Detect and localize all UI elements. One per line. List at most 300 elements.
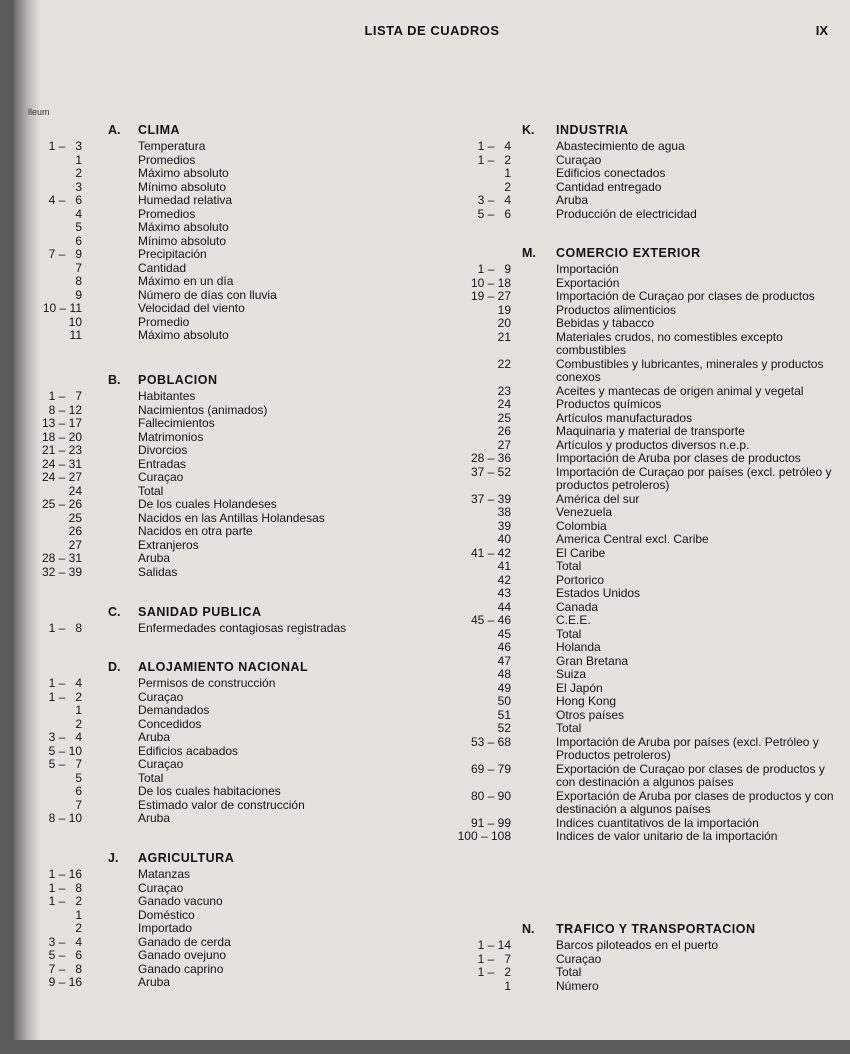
list-item <box>414 655 850 669</box>
table-reference: 18 – 20 <box>41 429 82 444</box>
entry-list <box>14 868 434 990</box>
list-item <box>14 539 434 553</box>
table-reference: 22 <box>497 356 511 371</box>
table-reference: 1 – 2 <box>477 152 511 167</box>
list-item <box>14 154 434 168</box>
table-reference: 4 <box>75 206 82 221</box>
table-reference: 1 – 2 <box>477 965 511 979</box>
entry-text: Aruba <box>556 193 589 207</box>
table-reference: 10 <box>68 314 82 329</box>
table-reference: 8 – 12 <box>48 402 82 417</box>
list-item <box>414 587 850 601</box>
section-title: INDUSTRIA <box>556 123 629 137</box>
section-heading <box>14 851 434 868</box>
entry-list <box>414 140 850 221</box>
entry-text: El Japón <box>556 680 603 695</box>
table-reference: 8 – 10 <box>48 811 82 825</box>
list-item <box>414 412 850 426</box>
entry-text: Matrimonios <box>138 429 204 444</box>
entry-text: Importación de Aruba por clases de productos <box>556 451 801 465</box>
entry-text: Total <box>556 965 582 979</box>
list-item <box>14 868 434 882</box>
list-item <box>414 668 850 682</box>
list-item <box>14 622 434 636</box>
table-reference: 10 – 11 <box>42 301 82 315</box>
list-item <box>14 949 434 963</box>
list-item <box>414 980 850 994</box>
table-reference: 100 – 108 <box>457 829 511 843</box>
section-title: CLIMA <box>138 123 181 137</box>
table-reference: 44 <box>497 599 511 614</box>
entry-text: Aruba <box>138 730 171 744</box>
entry-text: Holanda <box>556 640 601 654</box>
entry-text: Importado <box>138 921 193 935</box>
entry-text: Precipitación <box>138 247 207 261</box>
table-reference: 26 <box>68 524 82 538</box>
list-item <box>414 140 850 154</box>
section-letter: N. <box>522 922 535 936</box>
section-title: ALOJAMIENTO NACIONAL <box>138 660 309 674</box>
list-item <box>14 471 434 485</box>
page-number: IX <box>815 23 828 38</box>
entry-text: Máximo absoluto <box>138 166 229 180</box>
entry-text: Gran Bretana <box>556 653 629 668</box>
list-item <box>414 817 850 831</box>
entry-text: Portorico <box>556 572 605 587</box>
entry-text: Importación de Curaçao por clases de productos <box>556 289 815 303</box>
table-reference: 4 – 6 <box>48 193 82 207</box>
list-item <box>414 547 850 561</box>
list-item <box>14 485 434 499</box>
table-reference: 7 – 9 <box>48 247 82 261</box>
list-item <box>14 194 434 208</box>
table-reference: 7 <box>75 260 82 275</box>
entry-text: Velocidad del viento <box>138 301 245 315</box>
entry-text: Fallecimientos <box>138 416 215 430</box>
table-reference: 5 – 6 <box>48 948 82 962</box>
entry-text: Abastecimiento de agua <box>556 139 685 153</box>
table-reference: 41 <box>497 559 511 573</box>
entry-text: Doméstico <box>138 907 195 922</box>
entry-text: Promedios <box>138 206 196 221</box>
list-item <box>414 709 850 723</box>
list-item <box>414 358 850 385</box>
list-item <box>414 628 850 642</box>
table-reference: 48 <box>497 667 511 681</box>
list-item <box>14 976 434 990</box>
table-reference: 3 – 4 <box>48 934 82 949</box>
entry-text: Salidas <box>138 564 178 579</box>
list-item <box>414 830 850 844</box>
entry-text: Temperatura <box>138 139 206 153</box>
list-item <box>414 181 850 195</box>
list-item <box>414 763 850 790</box>
entry-text: De los cuales habitaciones <box>138 784 281 798</box>
entry-text: Curaçao <box>556 152 602 167</box>
table-reference: 1 – 8 <box>48 621 82 635</box>
table-reference: 6 <box>75 233 82 248</box>
table-reference: 1 – 2 <box>48 689 82 704</box>
entry-text: Número <box>556 978 599 993</box>
entry-text: Humedad relativa <box>138 193 233 207</box>
table-reference: 19 – 27 <box>470 289 511 303</box>
table-reference: 2 <box>75 166 82 180</box>
entry-text: Artículos y productos diversos n.e.p. <box>556 437 750 452</box>
table-reference: 69 – 79 <box>470 761 511 776</box>
entry-text: Curaçao <box>138 880 184 895</box>
entry-text: Bebidas y tabacco <box>556 316 655 330</box>
table-reference: 8 <box>75 274 82 288</box>
table-reference: 10 – 18 <box>470 275 511 290</box>
list-item <box>414 520 850 534</box>
table-reference: 5 – 7 <box>48 757 82 771</box>
list-item <box>414 263 850 277</box>
list-item <box>414 560 850 574</box>
table-reference: 3 – 4 <box>477 193 511 207</box>
table-reference: 1 – 14 <box>477 938 511 952</box>
entry-text: America Central excl. Caribe <box>556 532 709 546</box>
entry-text: Curaçao <box>138 689 184 704</box>
entry-text: América del sur <box>556 491 640 506</box>
entry-text: Producción de electricidad <box>556 206 697 221</box>
entry-text: Ganado vacuno <box>138 894 223 908</box>
list-item <box>14 444 434 458</box>
list-item <box>414 466 850 493</box>
table-reference: 19 <box>497 302 511 317</box>
list-item <box>414 533 850 547</box>
entry-text: Enfermedades contagiosas registradas <box>138 621 347 635</box>
list-item <box>14 167 434 181</box>
entry-text: Habitantes <box>138 389 196 403</box>
table-reference: 26 <box>497 424 511 438</box>
list-item <box>414 736 850 763</box>
table-reference: 50 <box>497 694 511 708</box>
entry-text: Matanzas <box>138 867 191 881</box>
section-heading <box>414 246 850 263</box>
section-industria <box>414 123 850 221</box>
list-item <box>414 682 850 696</box>
entry-text: Permisos de construcción <box>138 676 276 690</box>
list-item <box>414 439 850 453</box>
entry-text: Divorcios <box>138 443 188 457</box>
section-letter: M. <box>522 246 536 260</box>
entry-text: Aruba <box>138 975 171 989</box>
table-reference: 1 – 16 <box>48 867 82 881</box>
section-letter: B. <box>108 373 121 387</box>
table-reference: 21 – 23 <box>41 443 82 457</box>
list-item <box>414 790 850 817</box>
table-reference: 53 – 68 <box>470 734 511 749</box>
section-agricultura <box>14 851 434 990</box>
list-item <box>414 966 850 980</box>
entry-text: Aruba <box>138 551 171 565</box>
table-reference: 1 – 3 <box>48 139 82 153</box>
table-reference: 2 <box>75 921 82 935</box>
entry-text: Promedios <box>138 152 196 167</box>
entry-text: Nacidos en las Antillas Holandesas <box>138 510 325 525</box>
table-reference: 1 – 4 <box>477 139 511 153</box>
entry-text: Productos alimenticios <box>556 302 677 317</box>
section-letter: C. <box>108 605 121 619</box>
entry-text: Número de días con lluvia <box>138 287 277 302</box>
list-item <box>14 718 434 732</box>
entry-text: Exportación <box>556 275 620 290</box>
entry-text: De los cuales Holandeses <box>138 497 277 511</box>
section-heading <box>14 373 434 390</box>
list-item <box>14 758 434 772</box>
list-item <box>414 452 850 466</box>
table-reference: 43 <box>497 586 511 600</box>
entry-text: Máximo en un día <box>138 274 234 288</box>
table-reference: 25 <box>497 410 511 425</box>
entry-text: Estados Unidos <box>556 586 641 600</box>
entry-text: Colombia <box>556 518 607 533</box>
entry-text: Ganado caprino <box>138 961 224 976</box>
document-page <box>14 0 850 1040</box>
table-reference: 37 – 52 <box>470 464 511 479</box>
table-reference: 46 <box>497 640 511 654</box>
table-reference: 5 – 6 <box>477 206 511 221</box>
section-letter: K. <box>522 123 535 137</box>
list-item <box>14 390 434 404</box>
entry-list <box>14 390 434 579</box>
section-title: SANIDAD PUBLICA <box>138 605 262 619</box>
table-reference: 24 – 31 <box>41 456 82 471</box>
entry-list <box>414 939 850 993</box>
section-title: POBLACION <box>138 373 218 387</box>
entry-text: Hong Kong <box>556 694 617 708</box>
list-item <box>14 895 434 909</box>
entry-text: Curaçao <box>138 470 184 484</box>
entry-text: Edificios conectados <box>556 166 666 180</box>
list-item <box>14 936 434 950</box>
section-heading <box>14 123 434 140</box>
entry-text: Maquinaria y material de transporte <box>556 424 745 438</box>
entry-text: Otros países <box>556 707 625 722</box>
section-title: COMERCIO EXTERIOR <box>556 246 701 260</box>
entry-text: Edificios acabados <box>138 743 239 758</box>
list-item <box>414 304 850 318</box>
list-item <box>414 317 850 331</box>
table-reference: 24 – 27 <box>41 470 82 484</box>
section-heading <box>414 123 850 140</box>
section-clima <box>14 123 434 343</box>
table-reference: 52 <box>497 721 511 735</box>
list-item <box>14 181 434 195</box>
table-reference: 24 <box>497 397 511 411</box>
list-item <box>414 385 850 399</box>
margin-note: lleum <box>28 107 50 117</box>
entry-text: Nacimientos (animados) <box>138 402 268 417</box>
list-item <box>14 248 434 262</box>
table-reference: 38 <box>497 505 511 519</box>
entry-text: Máximo absoluto <box>138 220 229 234</box>
table-reference: 42 <box>497 572 511 587</box>
list-item <box>414 167 850 181</box>
list-item <box>14 289 434 303</box>
list-item <box>414 695 850 709</box>
table-reference: 28 – 36 <box>470 451 511 465</box>
list-item <box>14 221 434 235</box>
table-reference: 49 <box>497 680 511 695</box>
table-reference: 28 – 31 <box>41 551 82 565</box>
entry-text: Barcos piloteados en el puerto <box>556 938 719 952</box>
section-heading <box>414 922 850 939</box>
list-item <box>14 799 434 813</box>
list-item <box>14 745 434 759</box>
list-item <box>414 277 850 291</box>
entry-text: Canada <box>556 599 599 614</box>
page-header <box>14 23 850 41</box>
entry-text: El Caribe <box>556 545 606 560</box>
entry-text: Aceites y mantecas de origen animal y vegetal <box>556 383 804 398</box>
entry-text: Cantidad <box>138 260 187 275</box>
list-item <box>14 208 434 222</box>
entry-text: Mínimo absoluto <box>138 233 227 248</box>
entry-text: Importación de Curaçao por países (excl. petróleo y productos petroleros) <box>556 464 832 492</box>
section-heading <box>14 660 434 677</box>
table-reference: 1 <box>75 907 82 922</box>
section-alojamiento-nacional <box>14 660 434 826</box>
entry-text: Total <box>138 770 164 785</box>
entry-text: Máximo absoluto <box>138 328 229 342</box>
list-item <box>14 417 434 431</box>
table-reference: 23 <box>497 383 511 398</box>
list-item <box>414 574 850 588</box>
table-reference: 9 – 16 <box>48 975 82 989</box>
list-item <box>414 194 850 208</box>
list-item <box>414 154 850 168</box>
table-reference: 1 <box>504 978 511 993</box>
list-item <box>14 404 434 418</box>
list-item <box>414 398 850 412</box>
entry-list <box>14 622 434 636</box>
list-item <box>14 458 434 472</box>
list-item <box>14 731 434 745</box>
entry-text: Exportación de Aruba por clases de productos y con destinación a algunos países <box>556 788 834 816</box>
table-reference: 6 <box>75 784 82 798</box>
table-reference: 1 – 9 <box>477 262 511 276</box>
table-reference: 27 <box>68 537 82 552</box>
list-item <box>14 525 434 539</box>
list-item <box>14 316 434 330</box>
entry-text: Curaçao <box>138 757 184 771</box>
table-reference: 1 – 2 <box>48 894 82 908</box>
table-reference: 40 <box>497 532 511 546</box>
entry-text: Curaçao <box>556 951 602 966</box>
entry-text: Total <box>556 721 582 735</box>
entry-text: Promedio <box>138 314 190 329</box>
list-item <box>414 290 850 304</box>
entry-text: Importación de Aruba por países (excl. Petróleo y Productos petroleros) <box>556 734 819 762</box>
table-reference: 1 – 7 <box>48 389 82 403</box>
list-item <box>14 812 434 826</box>
entry-text: Artículos manufacturados <box>556 410 693 425</box>
list-item <box>14 691 434 705</box>
table-reference: 1 – 8 <box>48 880 82 895</box>
list-item <box>14 512 434 526</box>
table-reference: 27 <box>497 437 511 452</box>
list-item <box>14 785 434 799</box>
section-comercio-exterior <box>414 246 850 844</box>
table-reference: 20 <box>497 316 511 330</box>
section-sanidad-publica <box>14 605 434 636</box>
entry-text: Entradas <box>138 456 187 471</box>
entry-text: Ganado de cerda <box>138 934 231 949</box>
table-reference: 25 <box>68 510 82 525</box>
table-reference: 5 – 10 <box>48 743 82 758</box>
table-reference: 3 <box>75 179 82 194</box>
entry-text: Importación <box>556 262 619 276</box>
list-item <box>414 641 850 655</box>
table-reference: 2 <box>504 179 511 194</box>
entry-text: Ganado ovejuno <box>138 948 227 962</box>
list-item <box>14 275 434 289</box>
entry-text: Total <box>556 559 582 573</box>
table-reference: 1 – 4 <box>48 676 82 690</box>
list-item <box>14 302 434 316</box>
entry-text: Combustibles y lubricantes, minerales y productos conexos <box>556 356 824 384</box>
section-title: AGRICULTURA <box>138 851 235 865</box>
section-letter: J. <box>108 851 119 865</box>
list-item <box>14 963 434 977</box>
entry-list <box>14 677 434 826</box>
table-reference: 32 – 39 <box>41 564 82 579</box>
list-item <box>414 425 850 439</box>
list-item <box>14 922 434 936</box>
list-item <box>414 953 850 967</box>
entry-text: Productos químicos <box>556 397 662 411</box>
entry-text: Materiales crudos, no comestibles excepto combustibles <box>556 329 783 357</box>
table-reference: 25 – 26 <box>41 497 82 511</box>
section-poblacion <box>14 373 434 579</box>
table-reference: 5 <box>75 770 82 785</box>
entry-text: Aruba <box>138 811 171 825</box>
list-item <box>414 601 850 615</box>
list-item <box>414 331 850 358</box>
table-reference: 1 – 7 <box>477 951 511 966</box>
list-item <box>414 208 850 222</box>
table-reference: 91 – 99 <box>470 815 511 830</box>
list-item <box>14 882 434 896</box>
page-title: LISTA DE CUADROS <box>364 23 500 38</box>
table-reference: 5 <box>75 220 82 234</box>
entry-text: Nacidos en otra parte <box>138 524 253 538</box>
list-item <box>14 772 434 786</box>
entry-text: C.E.E. <box>556 613 591 627</box>
list-item <box>414 939 850 953</box>
table-reference: 3 – 4 <box>48 730 82 744</box>
entry-text: Exportación de Curaçao por clases de productos y con destinación a algunos países <box>556 761 825 789</box>
list-item <box>14 262 434 276</box>
entry-text: Mínimo absoluto <box>138 179 227 194</box>
section-heading <box>14 605 434 622</box>
entry-text: Venezuela <box>556 505 613 519</box>
list-item <box>414 614 850 628</box>
table-reference: 51 <box>497 707 511 722</box>
table-reference: 39 <box>497 518 511 533</box>
table-reference: 47 <box>497 653 511 668</box>
list-item <box>14 704 434 718</box>
entry-text: Indices de valor unitario de la importación <box>556 829 778 843</box>
table-reference: 80 – 90 <box>470 788 511 803</box>
table-reference: 7 <box>75 797 82 812</box>
table-reference: 1 <box>75 152 82 167</box>
entry-text: Suiza <box>556 667 587 681</box>
entry-text: Estimado valor de construcción <box>138 797 305 812</box>
table-reference: 24 <box>68 483 82 498</box>
table-reference: 11 <box>69 328 82 342</box>
